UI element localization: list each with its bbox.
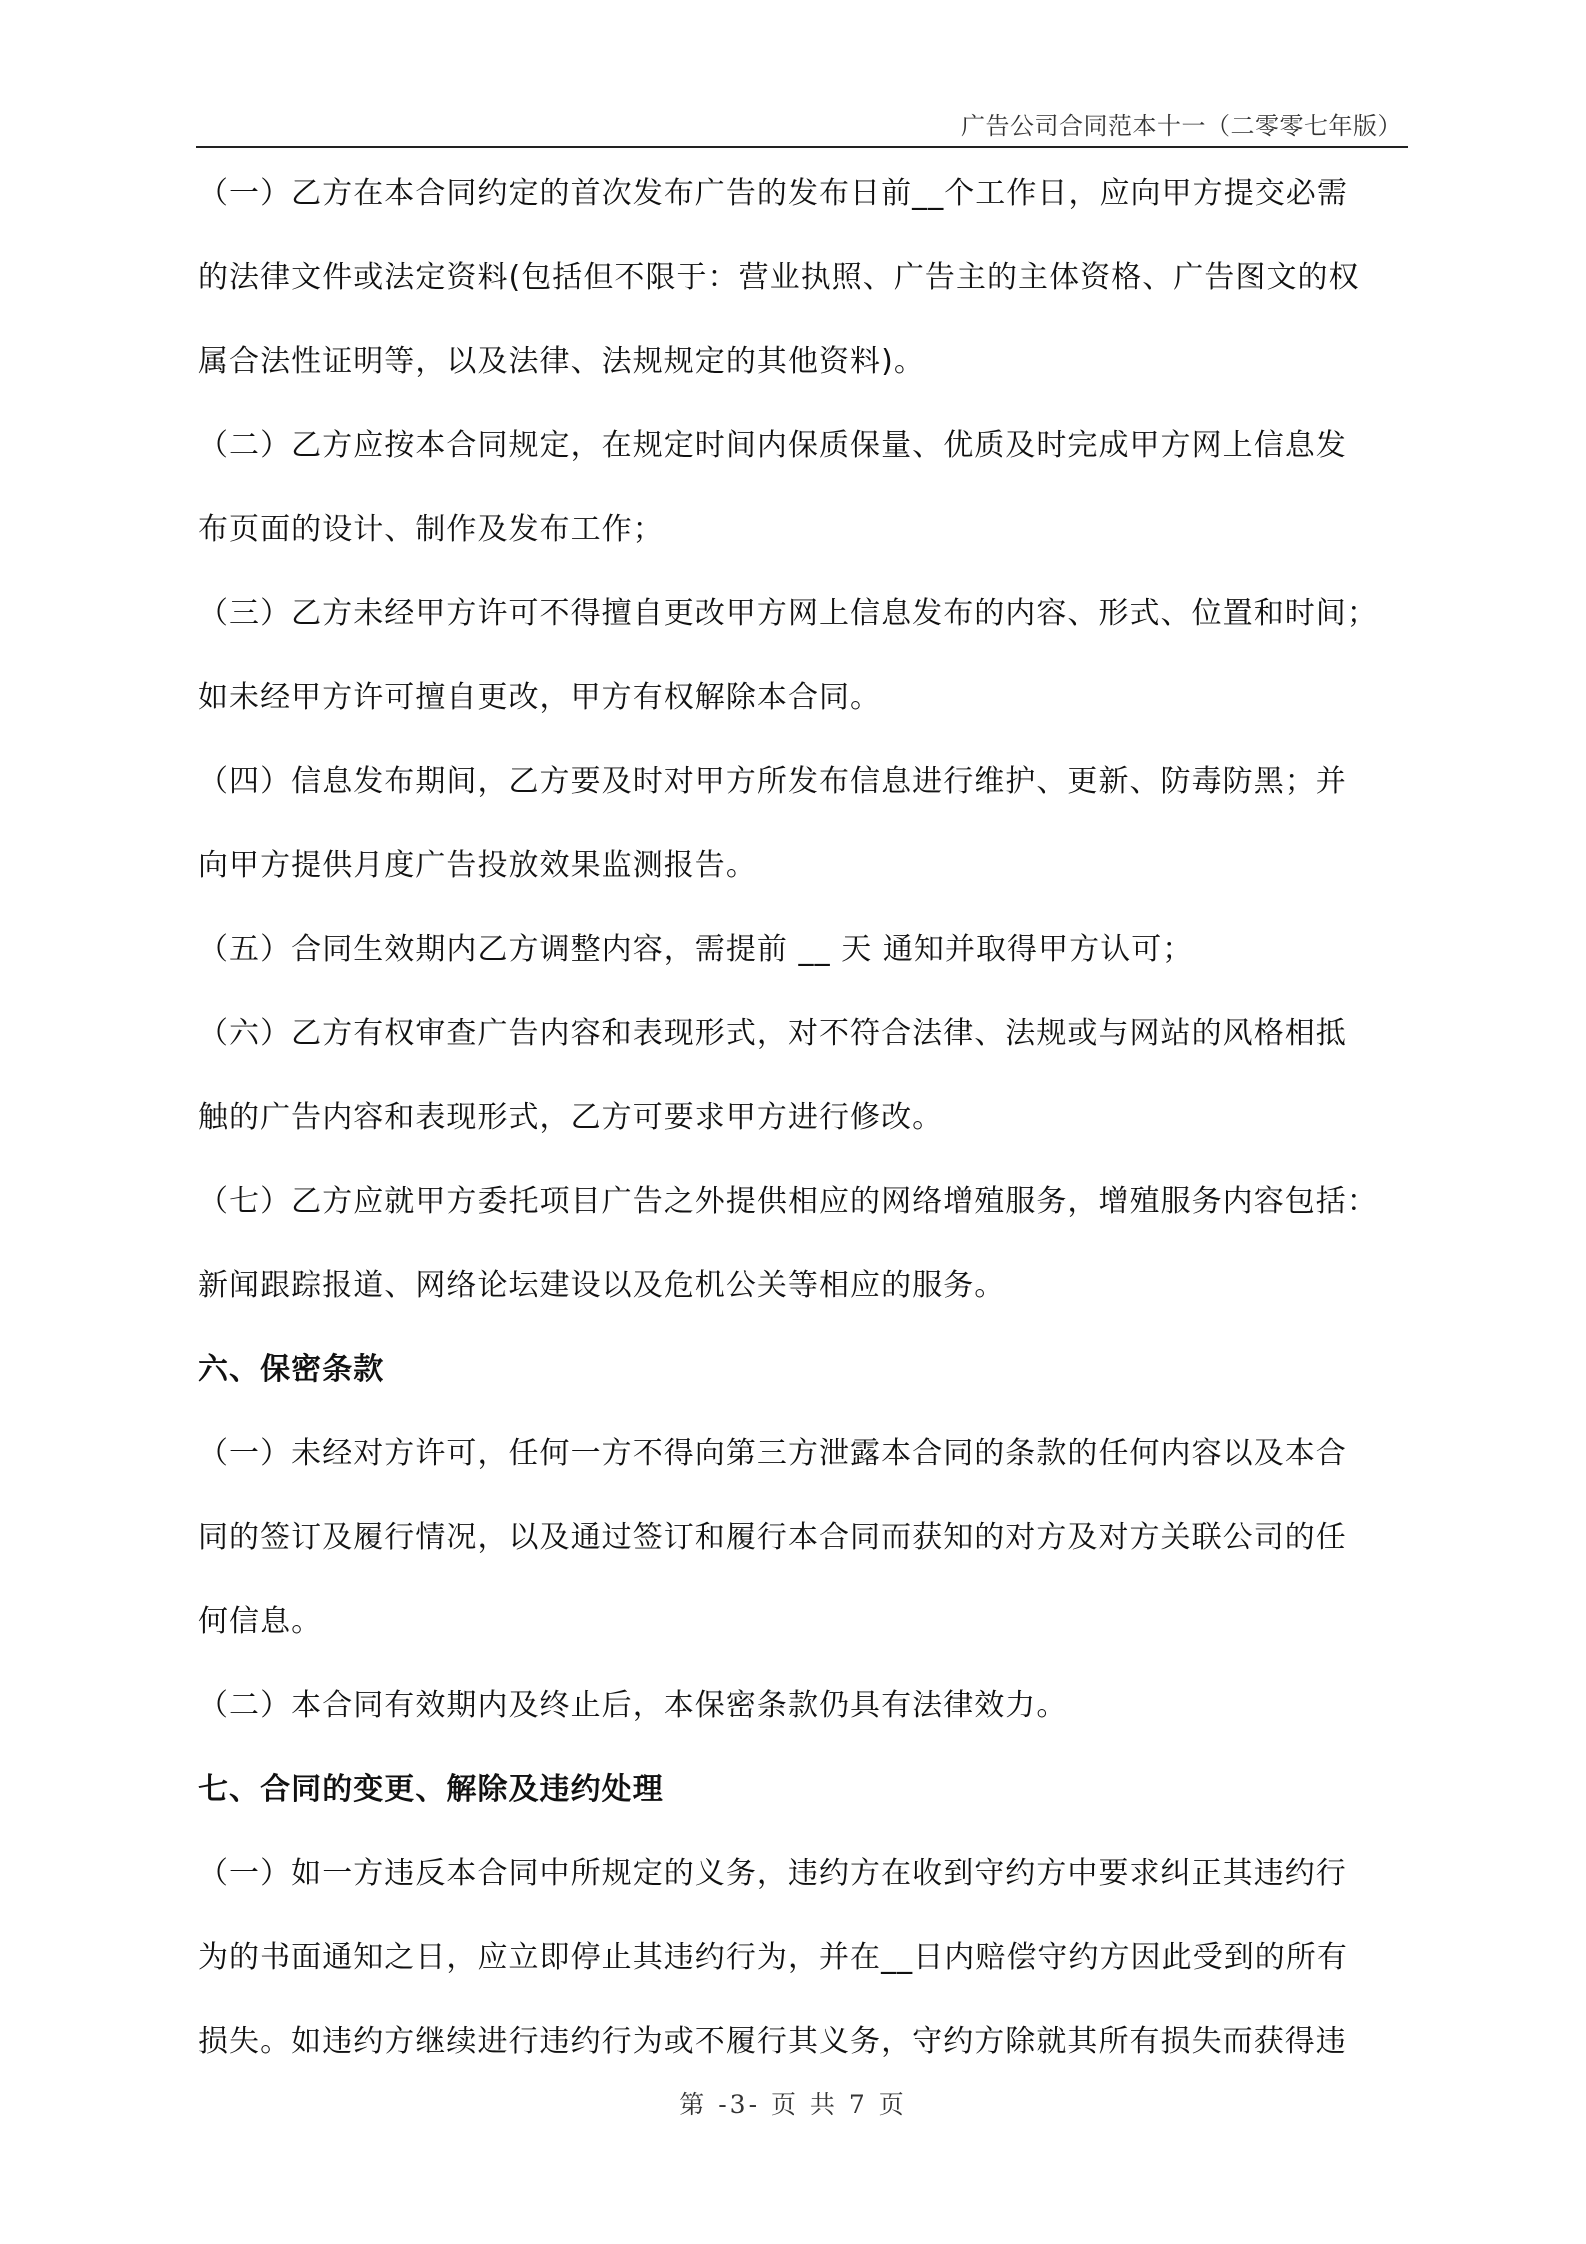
document-body [198, 166, 1410, 2098]
body-line: 布页面的设计、制作及发布工作； [198, 512, 664, 547]
body-line: 属合法性证明等，以及法律、法规规定的其他资料)。 [198, 344, 925, 379]
body-line: （四）信息发布期间，乙方要及时对甲方所发布信息进行维护、更新、防毒防黑；并 [198, 764, 1347, 799]
body-line: （二）乙方应按本合同规定，在规定时间内保质保量、优质及时完成甲方网上信息发 [198, 428, 1347, 463]
page-header [196, 112, 1408, 148]
body-line: 触的广告内容和表现形式，乙方可要求甲方进行修改。 [198, 1100, 944, 1135]
section-heading: 七、合同的变更、解除及违约处理 [198, 1772, 664, 1807]
body-line: （一）如一方违反本合同中所规定的义务，违约方在收到守约方中要求纠正其违约行 [198, 1856, 1347, 1891]
body-line: （一）未经对方许可，任何一方不得向第三方泄露本合同的条款的任何内容以及本合 [198, 1436, 1347, 1471]
section-heading: 六、保密条款 [198, 1352, 385, 1387]
body-line: 向甲方提供月度广告投放效果监测报告。 [198, 848, 757, 883]
body-line: （三）乙方未经甲方许可不得擅自更改甲方网上信息发布的内容、形式、位置和时间； [198, 596, 1378, 631]
body-line: 新闻跟踪报道、网络论坛建设以及危机公关等相应的服务。 [198, 1268, 1006, 1303]
body-line: 的法律文件或法定资料(包括但不限于：营业执照、广告主的主体资格、广告图文的权 [198, 260, 1360, 295]
body-line: 损失。如违约方继续进行违约行为或不履行其义务，守约方除就其所有损失而获得违 [198, 2024, 1347, 2059]
body-line: （一）乙方在本合同约定的首次发布广告的发布日前__个工作日，应向甲方提交必需 [198, 176, 1348, 211]
body-line: （六）乙方有权审查广告内容和表现形式，对不符合法律、法规或与网站的风格相抵 [198, 1016, 1347, 1051]
body-line: 同的签订及履行情况，以及通过签订和履行本合同而获知的对方及对方关联公司的任 [198, 1520, 1347, 1555]
body-line: 何信息。 [198, 1604, 323, 1639]
page-footer [0, 2085, 1586, 2121]
body-line: （二）本合同有效期内及终止后，本保密条款仍具有法律效力。 [198, 1688, 1068, 1723]
body-line: 如未经甲方许可擅自更改，甲方有权解除本合同。 [198, 680, 882, 715]
body-line: 为的书面通知之日，应立即停止其违约行为，并在__日内赔偿守约方因此受到的所有 [198, 1940, 1348, 1975]
body-line: （五）合同生效期内乙方调整内容，需提前 __ 天 通知并取得甲方认可； [198, 932, 1194, 967]
page-number: 第 -3- 页 共 7 页 [679, 2090, 907, 2119]
header-title: 广告公司合同范本十一（二零零七年版） [961, 112, 1402, 140]
body-line: （七）乙方应就甲方委托项目广告之外提供相应的网络增殖服务，增殖服务内容包括： [198, 1184, 1378, 1219]
